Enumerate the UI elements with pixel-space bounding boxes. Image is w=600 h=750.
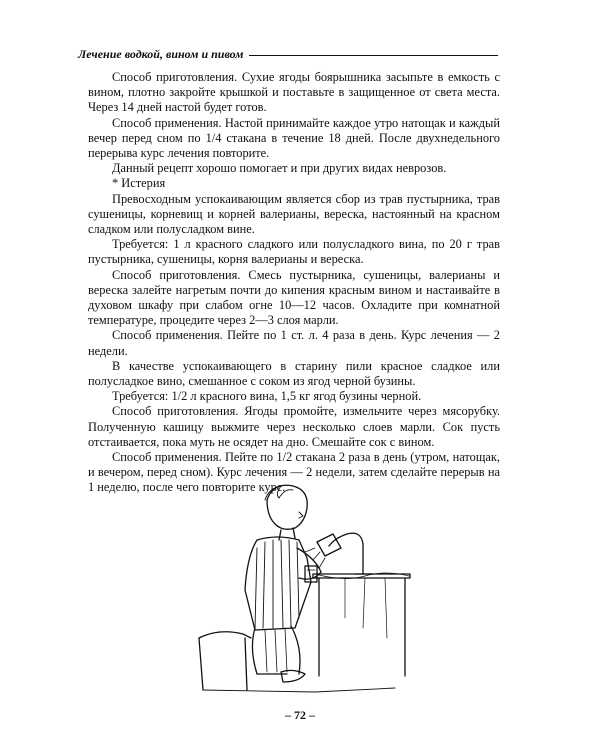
header-rule [249,55,498,56]
page-number: – 72 – [285,708,315,722]
running-header-title: Лечение водкой, вином и пивом [78,46,244,61]
paragraph: Данный рецепт хорошо помогает и при других видах неврозов. [112,161,447,176]
section-heading-hysteria: * Истерия [112,176,166,191]
paragraph: Превосходным успокаивающим является сбор из трав пустырника, трав сушеницы, корневищ и корней валерианы, вереска, настоянный на красном сладком или полусладком вине. [88,191,500,237]
paragraph: Требуется: 1 л красного сладкого или полусладкого вина, по 20 г трав пустырника, сушеницы, корня валерианы и вереска. [88,237,500,267]
paragraph: Способ приготовления. Ягоды промойте, измельчите через мясорубку. Полученную кашицу выжмите через несколько слоев марли. Сок пусть отстаивается, пока муть не осядет на дно. Смешайте сок с вином. [88,404,500,449]
paragraph: Способ применения. Пейте по 1/2 стакана 2 раза в день (утром, натощак, и вечером, перед сном). Курс лечения — 2 недели, затем сделайте перерыв на 1 неделю, после чего повторите курс. [88,450,500,495]
paragraph: Требуется: 1/2 л красного вина, 1,5 кг ягод бузины черной. [112,389,422,404]
paragraph: Способ приготовления. Смесь пустырника, сушеницы, валерианы и вереска залейте нагретым почти до кипения красным вином и настаивайте в духовом шкафу при слабом огне 10—12 часов. Охладите при комнатной температуре, процедите через 2—3 слоя марли. [88,267,500,328]
paragraph: Способ применения. Настой принимайте каждое утро натощак и каждый вечер перед сном по 1/4 стакана в течение 18 дней. После двухнедельного перерыва курс лечения повторите. [88,115,500,161]
running-header [78,46,498,62]
paragraph: Способ применения. Пейте по 1 ст. л. 4 раза в день. Курс лечения — 2 недели. [88,328,500,358]
man-with-lamp-illustration [195,478,415,700]
paragraph: В качестве успокаивающего в старину пили красное сладкое или полусладкое вино, смешанное с соком из ягод черной бузины. [88,358,500,389]
body-text [88,70,500,496]
paragraph: Способ приготовления. Сухие ягоды боярышника засыпьте в емкость с вином, плотно закройте крышкой и поставьте в защищенное от света места. Через 14 дней настой будет готов. [88,70,500,115]
